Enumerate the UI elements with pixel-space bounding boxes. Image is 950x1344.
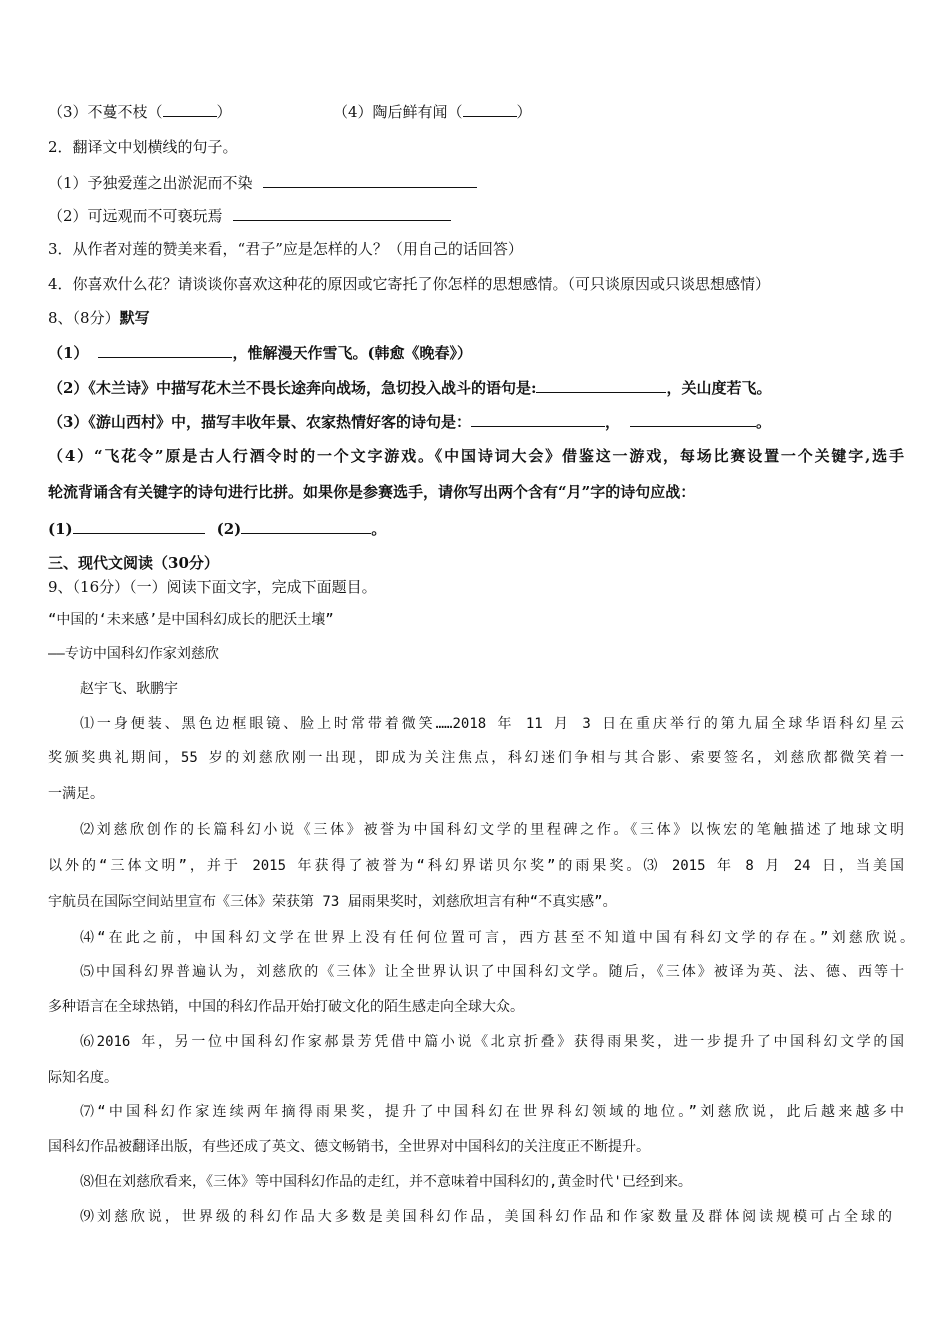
- q7-item-3: （3）不蔓不枝（ ）: [48, 103, 232, 121]
- q8-line-4c: (1) (2) 。: [48, 520, 387, 538]
- answer-blank[interactable]: [73, 518, 205, 534]
- answer-blank[interactable]: [630, 411, 756, 427]
- q7-item-4: （4）陶后鲜有闻（ ）: [333, 103, 532, 121]
- article-title: “中国的‘未来感’是中国科幻成长的肥沃土壤”: [48, 612, 334, 628]
- para-8: ⑻但在刘慈欣看来，《三体》等中国科幻作品的走红，并不意味着中国科幻的,黄金时代'已经到来。: [80, 1174, 692, 1190]
- q7-question-4: 4．你喜欢什么花？请谈谈你喜欢这种花的原因或它寄托了你怎样的思想感情。（可只谈原因或只谈思想感情）: [48, 275, 771, 293]
- para-1-line-2: 奖颁奖典礼期间，55 岁的刘慈欣刚一出现，即成为关注焦点，科幻迷们争相与其合影、索要签名，刘慈欣都微笑着一: [48, 750, 904, 766]
- q7-translate-1: （1）予独爱莲之出淤泥而不染: [48, 172, 477, 193]
- article-subtitle: ——专访中国科幻作家刘慈欣: [48, 646, 219, 662]
- answer-blank[interactable]: [471, 411, 605, 427]
- section-3-title: 三、现代文阅读（30分）: [48, 554, 219, 572]
- para-2-line-1: ⑵刘慈欣创作的长篇科幻小说《三体》被誉为中国科幻文学的里程碑之作。《三体》以恢宏的笔触描述了地球文明: [80, 822, 904, 838]
- answer-blank[interactable]: [233, 205, 451, 221]
- q7-translate-2: （2）可远观而不可亵玩焉: [48, 205, 451, 226]
- para-5-line-2: 多种语言在全球热销，中国的科幻作品开始打破文化的陌生感走向全球大众。: [48, 999, 524, 1015]
- q8-line-3: （3）《游山西村》中，描写丰收年景、农家热情好客的诗句是： ， 。: [48, 413, 771, 431]
- article-authors: 赵宇飞、耿鹏宇: [80, 681, 178, 697]
- para-4: ⑷“在此之前，中国科幻文学在世界上没有任何位置可言，西方甚至不知道中国有科幻文学的存在。”刘慈欣说。: [80, 930, 914, 946]
- para-2-line-3: 宇航员在国际空间站里宣布《三体》荣获第 73 届雨果奖时，刘慈欣坦言有种“不真实感”。: [48, 894, 617, 910]
- q8-line-2: （2）《木兰诗》中描写花木兰不畏长途奔向战场，急切投入战斗的语句是: ，关山度若飞。: [48, 379, 772, 397]
- para-9-line-1: ⑼刘慈欣说，世界级的科幻作品大多数是美国科幻作品，美国科幻作品和作家数量及群体阅读规模可占全球的: [80, 1209, 892, 1225]
- para-1-line-1: ⑴一身便装、黑色边框眼镜、脸上时常带着微笑……2018 年 11 月 3 日在重庆举行的第九届全球华语科幻星云: [80, 716, 904, 732]
- para-5-line-1: ⑸中国科幻界普遍认为，刘慈欣的《三体》让全世界认识了中国科幻文学。随后，《三体》被译为英、法、德、西等十: [80, 964, 904, 980]
- q9-intro: 9、（16分）（一）阅读下面文字，完成下面题目。: [48, 578, 377, 596]
- q7-question-3: 3．从作者对莲的赞美来看，“君子”应是怎样的人？（用自己的话回答）: [48, 240, 523, 258]
- para-2-line-2: 以外的“三体文明”，并于 2015 年获得了被誉为“科幻界诺贝尔奖”的雨果奖。⑶ 2015 年 8 月 24 日，当美国: [48, 858, 904, 874]
- q8-line-4a: （4）“飞花令”原是古人行酒令时的一个文字游戏。《中国诗词大会》借鉴这一游戏，每场比赛设置一个关键字,选手: [48, 447, 904, 465]
- para-7-line-2: 国科幻作品被翻译出版，有些还成了英文、德文畅销书，全世界对中国科幻的关注度正不断提升。: [48, 1139, 650, 1155]
- answer-blank[interactable]: [263, 172, 477, 188]
- answer-blank[interactable]: [463, 101, 517, 117]
- q8-header: 8、（8分）默写: [48, 309, 150, 327]
- q7-translate-heading: 2．翻译文中划横线的句子。: [48, 138, 238, 156]
- q8-line-1: （1） ，惟解漫天作雪飞。(韩愈《晚春》）: [48, 344, 473, 362]
- answer-blank[interactable]: [536, 377, 666, 393]
- answer-blank[interactable]: [163, 101, 217, 117]
- para-6-line-1: ⑹2016 年，另一位中国科幻作家郝景芳凭借中篇小说《北京折叠》获得雨果奖，进一步提升了中国科幻文学的国: [80, 1034, 904, 1050]
- para-7-line-1: ⑺“中国科幻作家连续两年摘得雨果奖，提升了中国科幻在世界科幻领域的地位。”刘慈欣说，此后越来越多中: [80, 1104, 904, 1120]
- answer-blank[interactable]: [241, 518, 371, 534]
- para-6-line-2: 际知名度。: [48, 1070, 118, 1086]
- answer-blank[interactable]: [98, 342, 232, 358]
- para-1-line-3: 一满足。: [48, 786, 104, 802]
- q8-line-4b: 轮流背诵含有关键字的诗句进行比拼。如果你是参赛选手，请你写出两个含有“月”字的诗句应战：: [48, 483, 696, 501]
